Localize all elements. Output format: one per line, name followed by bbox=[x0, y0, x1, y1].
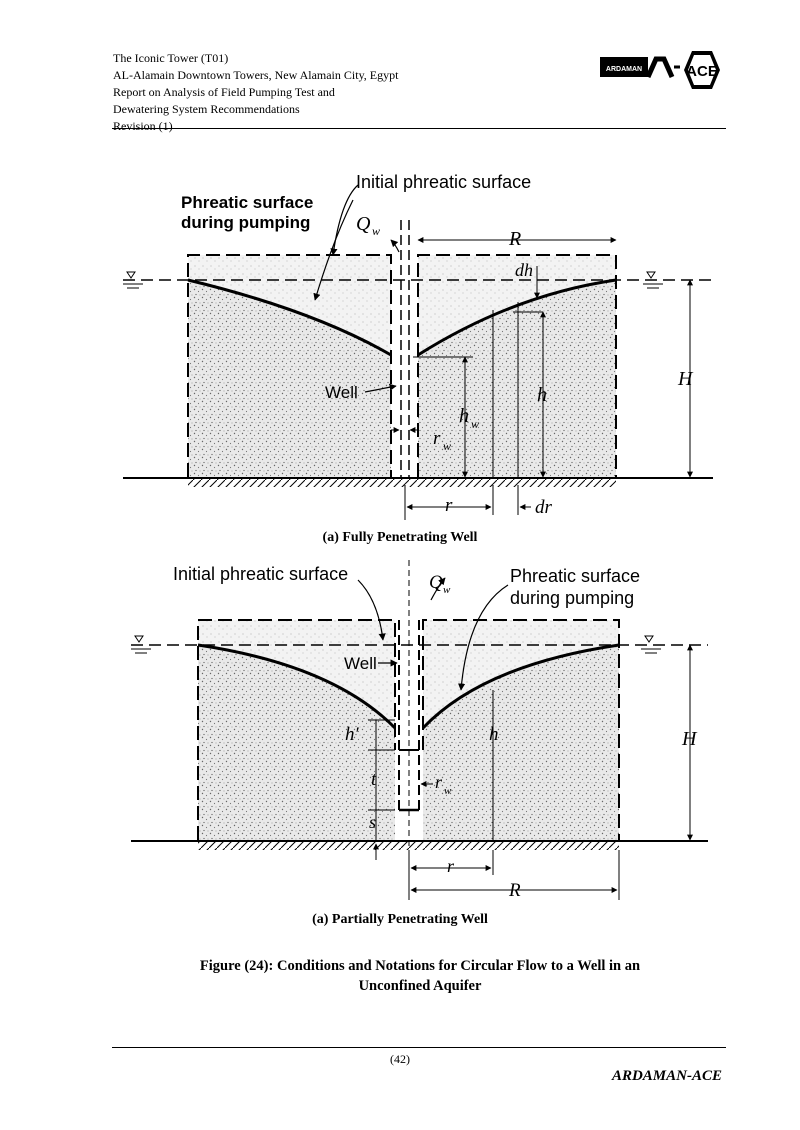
diagram-fully-penetrating bbox=[123, 172, 713, 520]
caption-fully-penetrating: (a) Fully Penetrating Well bbox=[322, 530, 478, 545]
label-initial-surface-a: Initial phreatic surface bbox=[356, 172, 532, 192]
label-hw-sub: w bbox=[471, 417, 480, 431]
label-r-a: r bbox=[445, 495, 453, 516]
label-h-a: h bbox=[537, 384, 547, 406]
figure-title bbox=[150, 956, 690, 996]
figure-title-line-2: Unconfined Aquifer bbox=[358, 978, 482, 994]
label-pumping-surface-a-2: during pumping bbox=[181, 213, 311, 232]
label-t: t bbox=[371, 769, 377, 790]
header-line-project: The Iconic Tower (T01) bbox=[113, 51, 229, 65]
water-table-icon bbox=[127, 272, 135, 278]
label-hw: h bbox=[459, 405, 469, 427]
logo-left-text: ARDAMAN bbox=[605, 66, 643, 73]
label-R-b: R bbox=[509, 880, 521, 901]
header-line-subject: Dewatering System Recommendations bbox=[113, 102, 300, 116]
header-divider bbox=[112, 128, 726, 129]
page-number: (42) bbox=[390, 1052, 410, 1066]
header-line-revision: Revision (1) bbox=[113, 119, 173, 133]
label-rw-a: r bbox=[433, 428, 441, 449]
label-r-b: r bbox=[447, 856, 455, 876]
water-table-icon bbox=[647, 272, 655, 278]
label-pumping-surface-a-1: Phreatic surface bbox=[181, 193, 314, 212]
label-discharge-a-sub: w bbox=[372, 224, 381, 238]
label-discharge-b-sub: w bbox=[443, 584, 451, 596]
label-h-b: h bbox=[489, 724, 499, 745]
label-dh: dh bbox=[515, 260, 533, 280]
label-initial-surface-b: Initial phreatic surface bbox=[173, 564, 349, 584]
label-rw-b: r bbox=[435, 772, 443, 792]
label-well-b: Well bbox=[344, 654, 377, 673]
figure-title-line-1: Figure (24): Conditions and Notations for Circular Flow to a Well in an bbox=[199, 958, 641, 974]
label-rw-a-sub: w bbox=[443, 439, 452, 453]
label-radius-R-a: R bbox=[509, 228, 522, 250]
header-line-report: Report on Analysis of Field Pumping Test and bbox=[113, 85, 335, 99]
footer-divider bbox=[112, 1047, 726, 1048]
document-header bbox=[113, 50, 443, 135]
label-H-b: H bbox=[682, 728, 697, 750]
logo-right-text: ACE bbox=[686, 63, 718, 80]
ardaman-ace-logo bbox=[600, 47, 722, 93]
label-H-a: H bbox=[678, 368, 693, 390]
label-pumping-surface-b-1: Phreatic surface bbox=[510, 566, 641, 586]
label-rw-b-sub: w bbox=[444, 785, 452, 797]
diagram-partially-penetrating bbox=[131, 560, 708, 901]
water-table-icon bbox=[135, 636, 143, 642]
label-well-a: Well bbox=[325, 383, 358, 402]
footer-brand: ARDAMAN-ACE bbox=[611, 1068, 722, 1084]
header-line-location: AL-Alamain Downtown Towers, New Alamain City, Egypt bbox=[113, 68, 399, 82]
label-discharge-a: Q bbox=[356, 213, 371, 235]
label-pumping-surface-b-2: during pumping bbox=[510, 588, 635, 608]
label-discharge-b: Q bbox=[429, 572, 443, 593]
water-table-icon bbox=[645, 636, 653, 642]
caption-partially-penetrating: (a) Partially Penetrating Well bbox=[312, 912, 488, 927]
label-s: s bbox=[369, 812, 377, 832]
label-h-prime: h′ bbox=[345, 724, 359, 745]
label-dr: dr bbox=[535, 497, 552, 518]
